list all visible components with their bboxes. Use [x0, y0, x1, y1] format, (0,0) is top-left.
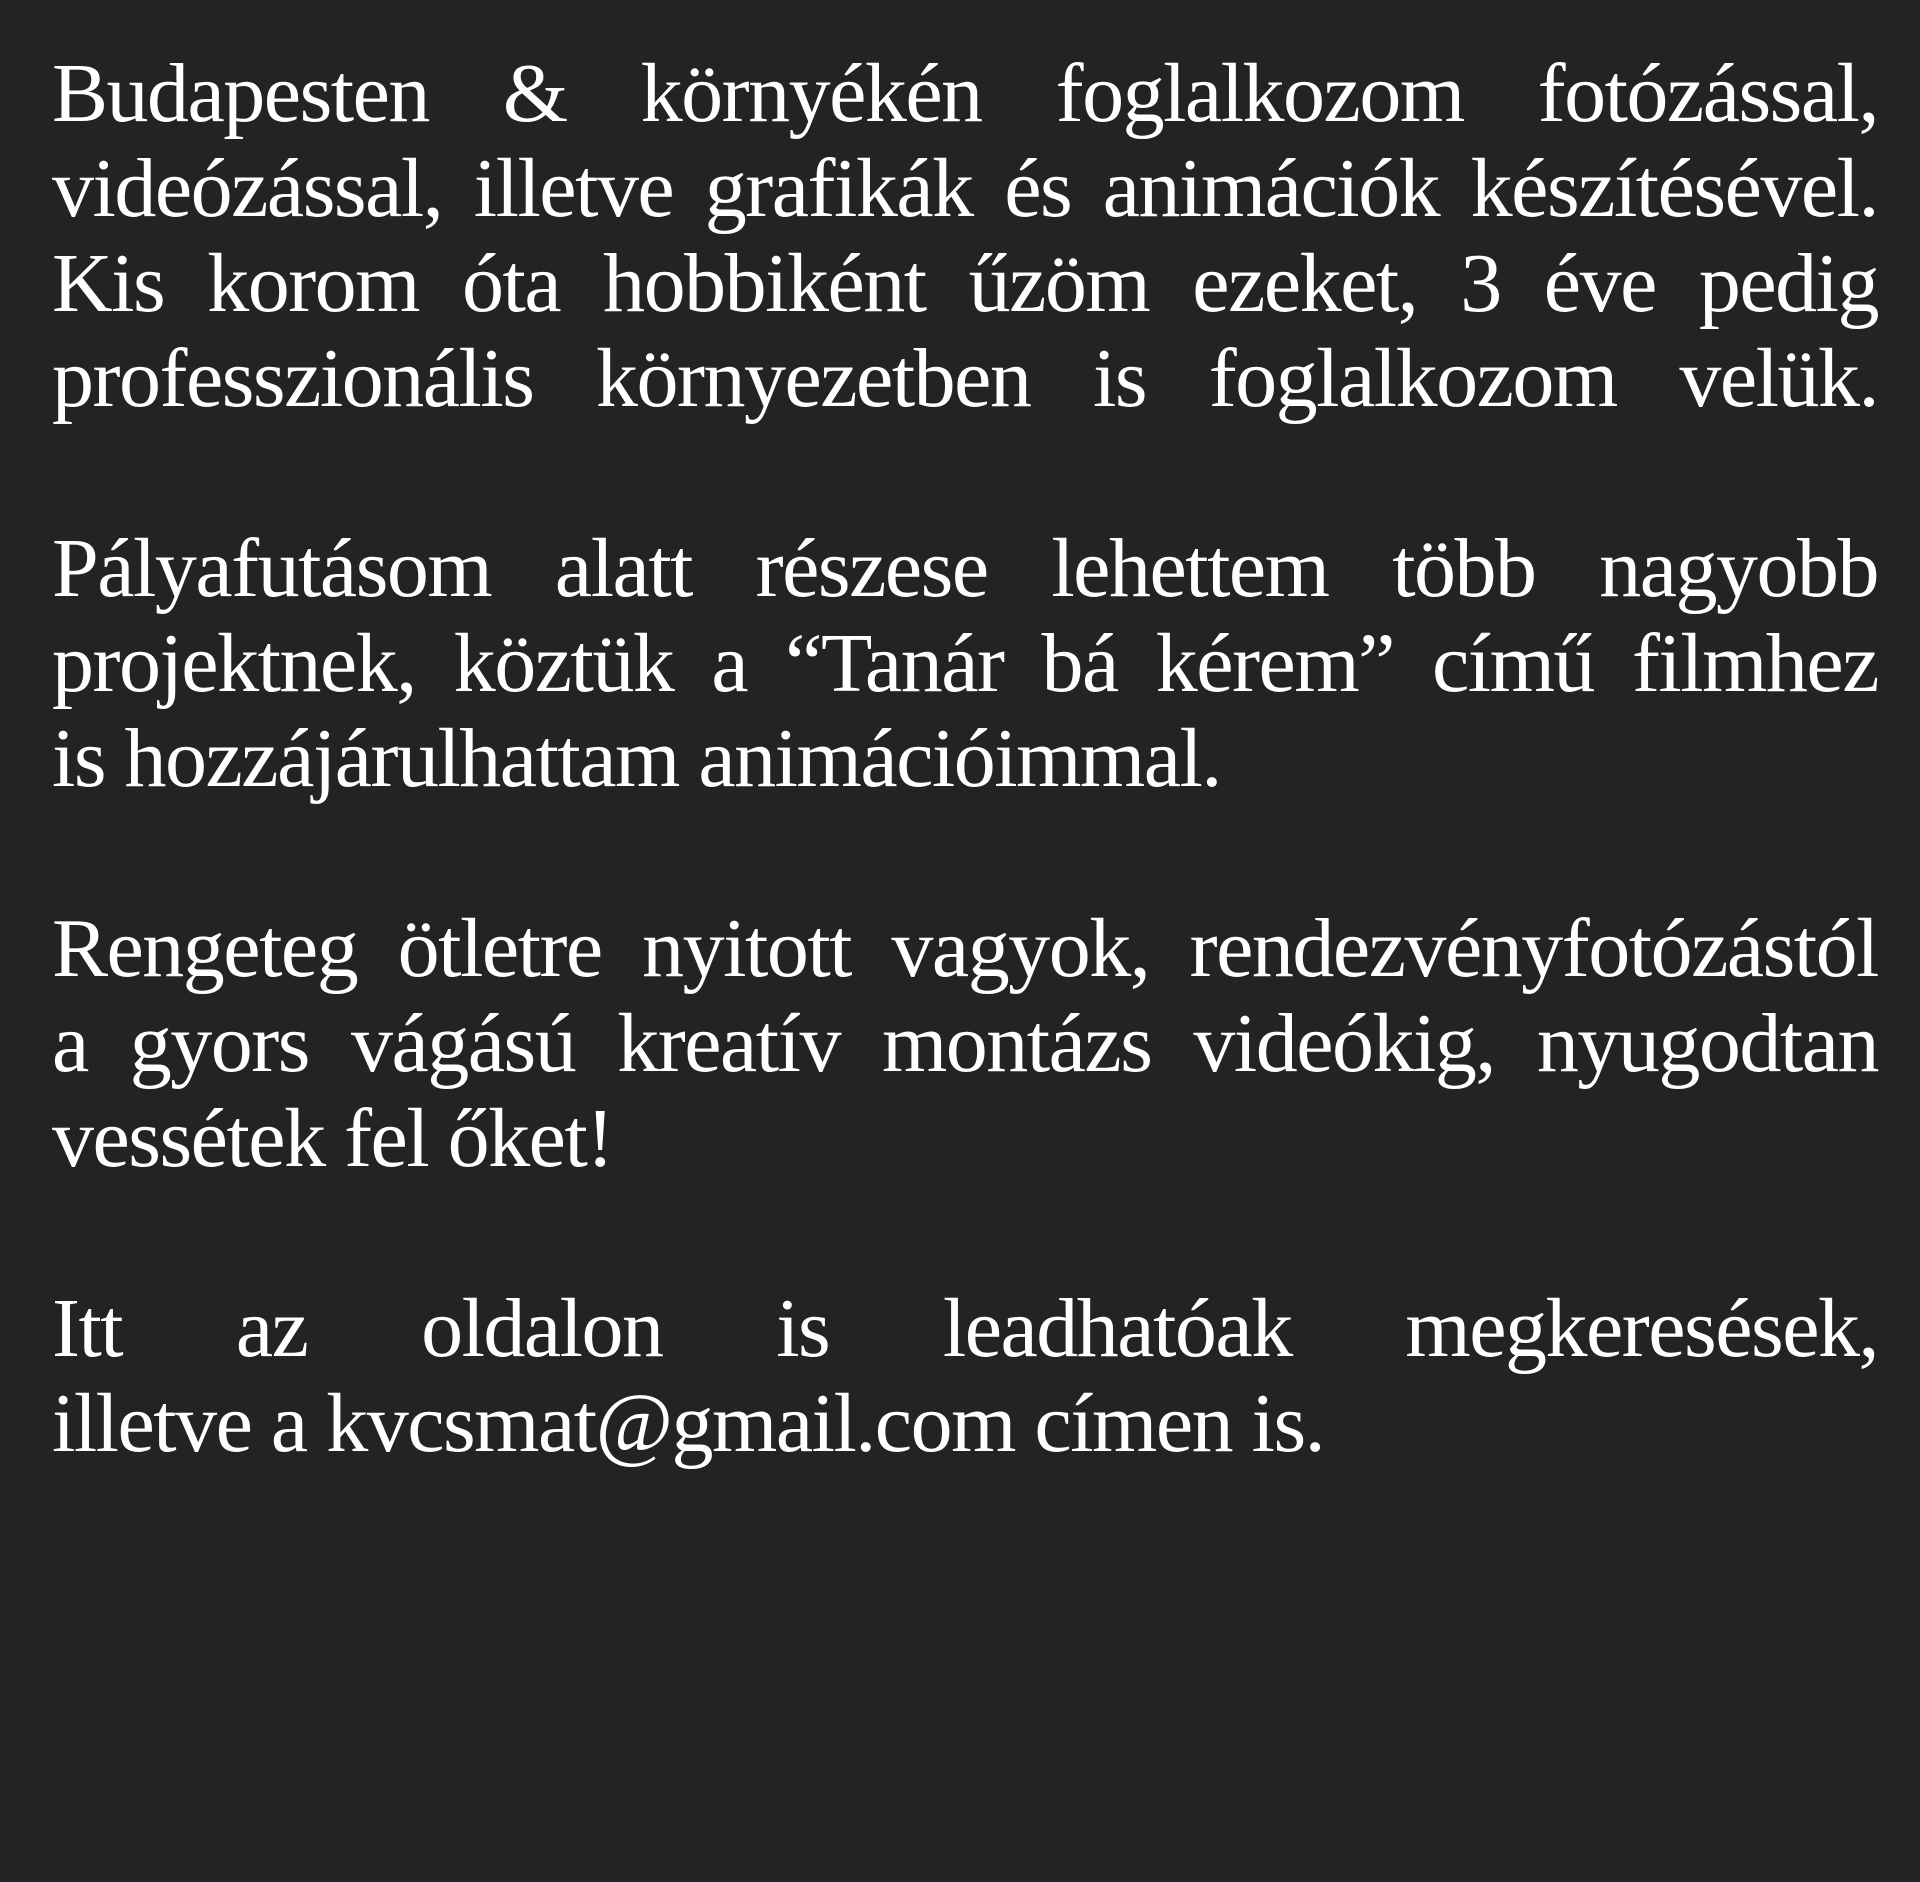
text-line: videózással, illetve grafikák és animációk készítésével.: [52, 142, 1878, 235]
about-text-block: [52, 46, 1878, 1471]
text-line: Itt az oldalon is leadhatóak megkeresések,: [52, 1282, 1878, 1375]
text-line: projektnek, köztük a “Tanár bá kérem” című filmhez: [52, 617, 1878, 710]
paragraph-intro: [52, 46, 1878, 426]
paragraph-contact: [52, 1281, 1878, 1471]
text-line: vessétek fel őket!: [52, 1092, 613, 1185]
contact-email-line: illetve a kvcsmat@gmail.com címen is.: [52, 1377, 1325, 1470]
text-line: Kis korom óta hobbiként űzöm ezeket, 3 éve pedig: [52, 237, 1878, 330]
text-line: is hozzájárulhattam animációimmal.: [52, 712, 1221, 805]
paragraph-ideas: [52, 901, 1878, 1186]
text-line: professzionális környezetben is foglalkozom velük.: [52, 332, 1878, 425]
text-line: a gyors vágású kreatív montázs videókig, nyugodtan: [52, 997, 1878, 1090]
text-line: Budapesten & környékén foglalkozom fotózással,: [52, 47, 1878, 140]
text-line: Rengeteg ötletre nyitott vagyok, rendezvényfotózástól: [52, 902, 1878, 995]
paragraph-career: [52, 521, 1878, 806]
text-line: Pályafutásom alatt részese lehettem több nagyobb: [52, 522, 1878, 615]
